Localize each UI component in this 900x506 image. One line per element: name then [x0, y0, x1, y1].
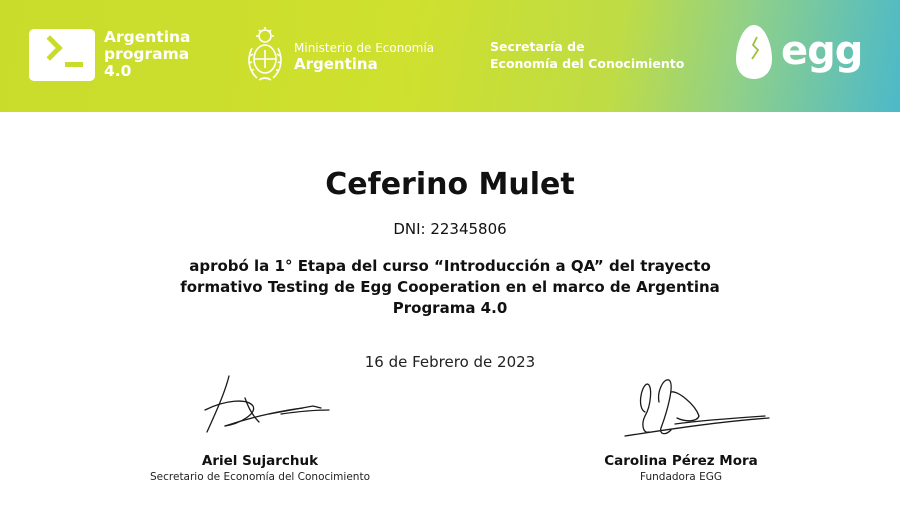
- terminal-prompt-icon: [29, 29, 95, 81]
- egg-wordmark: egg: [781, 28, 863, 74]
- signature-carolina-perez-mora: [615, 372, 775, 450]
- argentina-programa-logo-text: [104, 29, 214, 80]
- ap-line-2: programa: [104, 45, 190, 63]
- signer-block-2: [531, 452, 831, 485]
- recipient-name: Ceferino Mulet: [325, 167, 575, 202]
- cracked-egg-icon: [735, 23, 773, 81]
- certificate-statement: aprobó la 1° Etapa del curso “Introducción a QA” del trayecto formativo Testing de Egg Cooperation en el marco de Argentina Programa 4.0: [180, 257, 720, 317]
- secretaria-line-1: Secretaría de: [490, 39, 585, 54]
- ap-line-1: Argentina: [104, 28, 191, 46]
- national-coat-of-arms-icon: [245, 26, 285, 84]
- secretaria-line-2: Economía del Conocimiento: [490, 56, 685, 71]
- ministerio-line-2: Argentina: [294, 55, 378, 73]
- signer-block-1: [110, 452, 410, 485]
- signer-1-name: Ariel Sujarchuk: [201, 453, 319, 469]
- signer-2-role: Fundadora EGG: [640, 471, 722, 483]
- signer-1-role: Secretario de Economía del Conocimiento: [150, 471, 370, 483]
- certificate-date: 16 de Febrero de 2023: [364, 353, 536, 371]
- secretaria-logo-text: [490, 38, 684, 72]
- ap-line-3: 4.0: [104, 62, 132, 80]
- ministerio-logo-text: [294, 41, 434, 73]
- signature-ariel-sujarchuk: [185, 370, 335, 450]
- ministerio-line-1: Ministerio de Economía: [294, 41, 435, 55]
- header-banner: [0, 0, 900, 112]
- recipient-dni: DNI: 22345806: [393, 220, 507, 238]
- signer-2-name: Carolina Pérez Mora: [604, 453, 758, 469]
